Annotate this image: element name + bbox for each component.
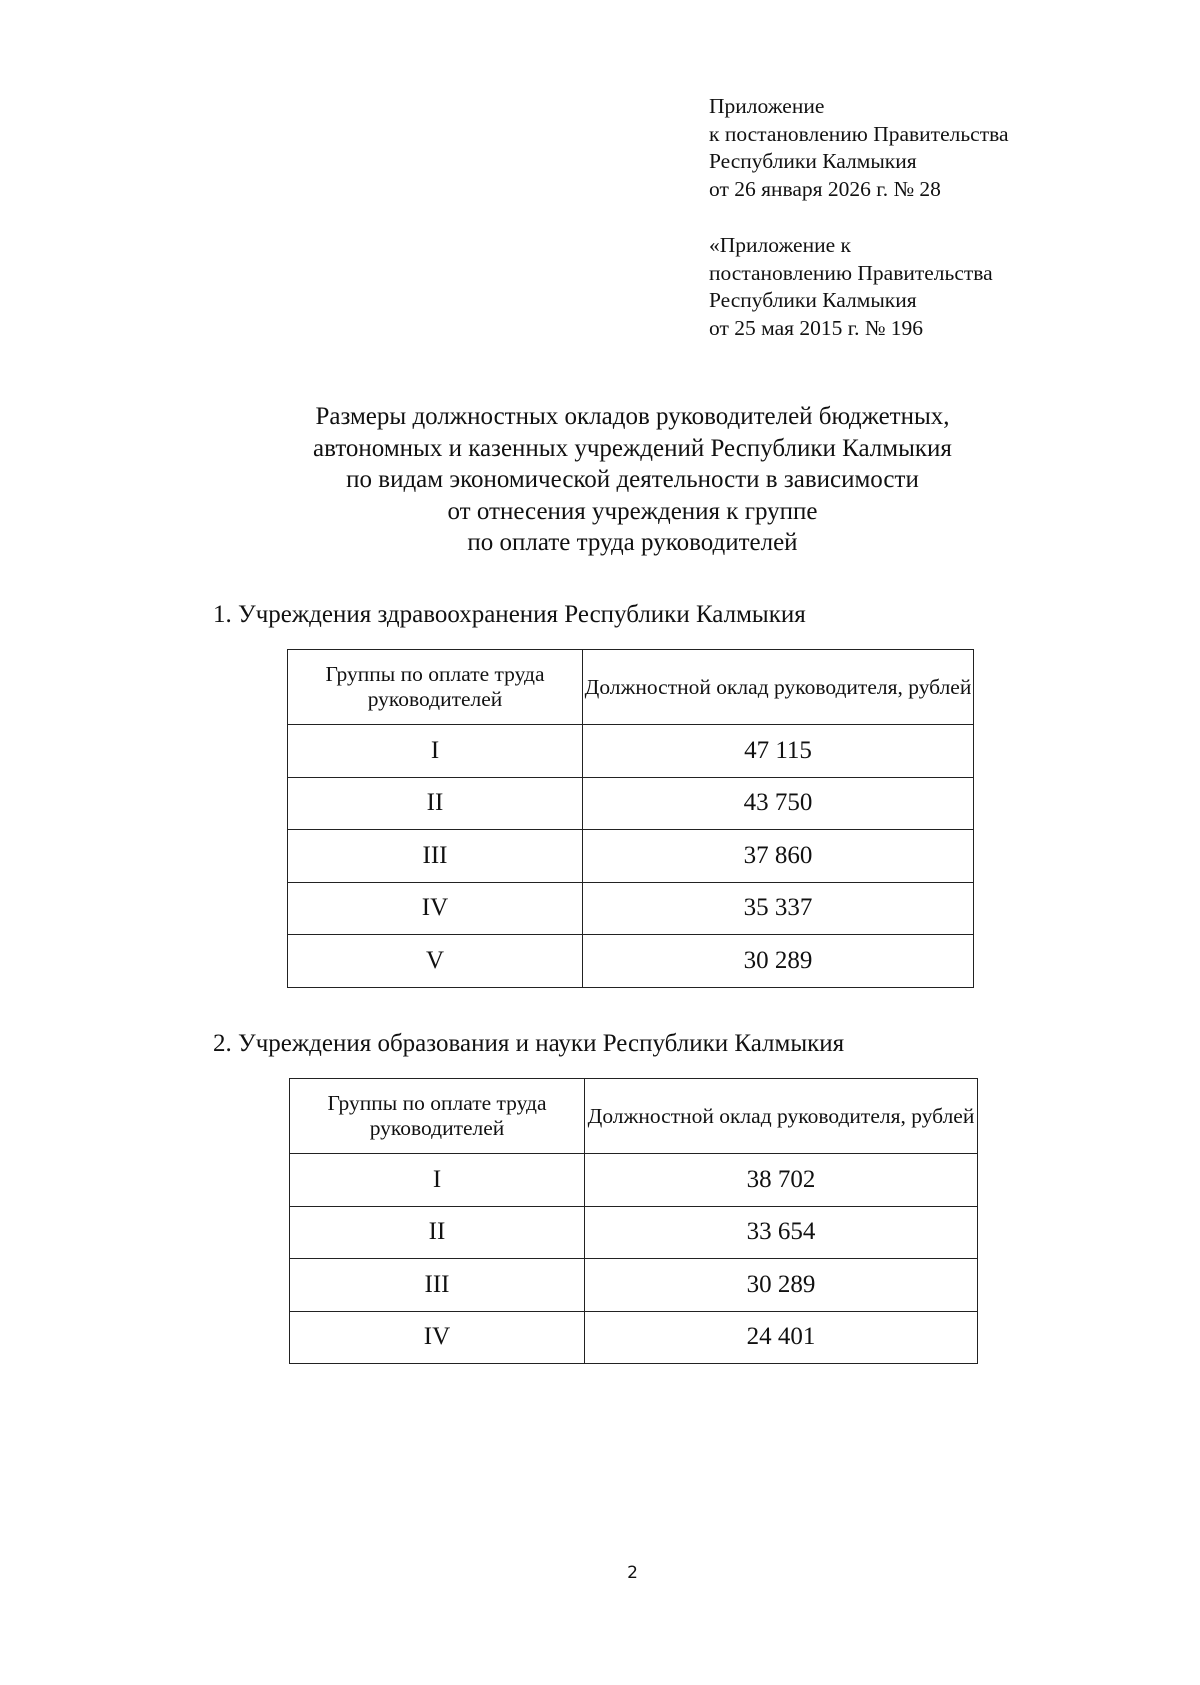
- document-title: [0, 401, 1200, 559]
- group-cell: IV: [290, 1311, 585, 1364]
- annex-line: от 26 января 2026 г. № 28: [709, 176, 941, 201]
- group-cell: IV: [288, 882, 583, 935]
- annex-line: Республики Калмыкия: [709, 288, 917, 312]
- salary-cell: 38 702: [585, 1154, 978, 1207]
- table-row: [288, 777, 974, 830]
- table-row: [288, 725, 974, 778]
- annex-header-original: [709, 232, 993, 342]
- table-row: [288, 935, 974, 988]
- section-heading-education: 2. Учреждения образования и науки Республики Калмыкия: [213, 1030, 845, 1057]
- column-header-group: Группы по оплате труда руководителей: [290, 1079, 585, 1154]
- salary-cell: 47 115: [583, 725, 974, 778]
- salary-cell: 30 289: [585, 1259, 978, 1312]
- salary-cell: 35 337: [583, 882, 974, 935]
- table-row: [288, 882, 974, 935]
- table-row: [288, 830, 974, 883]
- title-line: Размеры должностных окладов руководителей бюджетных,: [315, 403, 950, 430]
- table-row: [290, 1206, 978, 1259]
- section-heading-healthcare: 1. Учреждения здравоохранения Республики Калмыкия: [213, 601, 806, 628]
- annex-line: Приложение: [709, 94, 825, 118]
- table-row: [290, 1259, 978, 1312]
- salary-cell: 43 750: [583, 777, 974, 830]
- salary-cell: 33 654: [585, 1206, 978, 1259]
- group-cell: III: [290, 1259, 585, 1312]
- table-row: [290, 1311, 978, 1364]
- annex-line: Республики Калмыкия: [709, 149, 917, 173]
- salary-cell: 37 860: [583, 830, 974, 883]
- group-cell: II: [288, 777, 583, 830]
- group-cell: I: [288, 725, 583, 778]
- annex-line: к постановлению Правительства: [709, 121, 1009, 146]
- title-line: по видам экономической деятельности в зависимости: [346, 466, 919, 493]
- group-cell: III: [288, 830, 583, 883]
- table-row: [290, 1154, 978, 1207]
- salary-table-education: [289, 1078, 978, 1364]
- title-line: по оплате труда руководителей: [467, 529, 798, 556]
- column-header-salary: Должностной оклад руководителя, рублей: [585, 1079, 978, 1154]
- annex-line: постановлению Правительства: [709, 260, 993, 285]
- salary-cell: 30 289: [583, 935, 974, 988]
- annex-line: от 25 мая 2015 г. № 196: [709, 315, 924, 340]
- column-header-salary: Должностной оклад руководителя, рублей: [583, 650, 974, 725]
- title-line: автономных и казенных учреждений Республики Калмыкия: [313, 434, 952, 462]
- salary-table-healthcare: [287, 649, 974, 988]
- annex-header-current: [709, 93, 1009, 203]
- column-header-group: Группы по оплате труда руководителей: [288, 650, 583, 725]
- page-number: 2: [627, 1563, 638, 1583]
- group-cell: I: [290, 1154, 585, 1207]
- table-header-row: [290, 1079, 978, 1154]
- group-cell: II: [290, 1206, 585, 1259]
- group-cell: V: [288, 935, 583, 988]
- salary-cell: 24 401: [585, 1311, 978, 1364]
- title-line: от отнесения учреждения к группе: [447, 497, 818, 525]
- table-header-row: [288, 650, 974, 725]
- annex-line: «Приложение к: [709, 233, 851, 257]
